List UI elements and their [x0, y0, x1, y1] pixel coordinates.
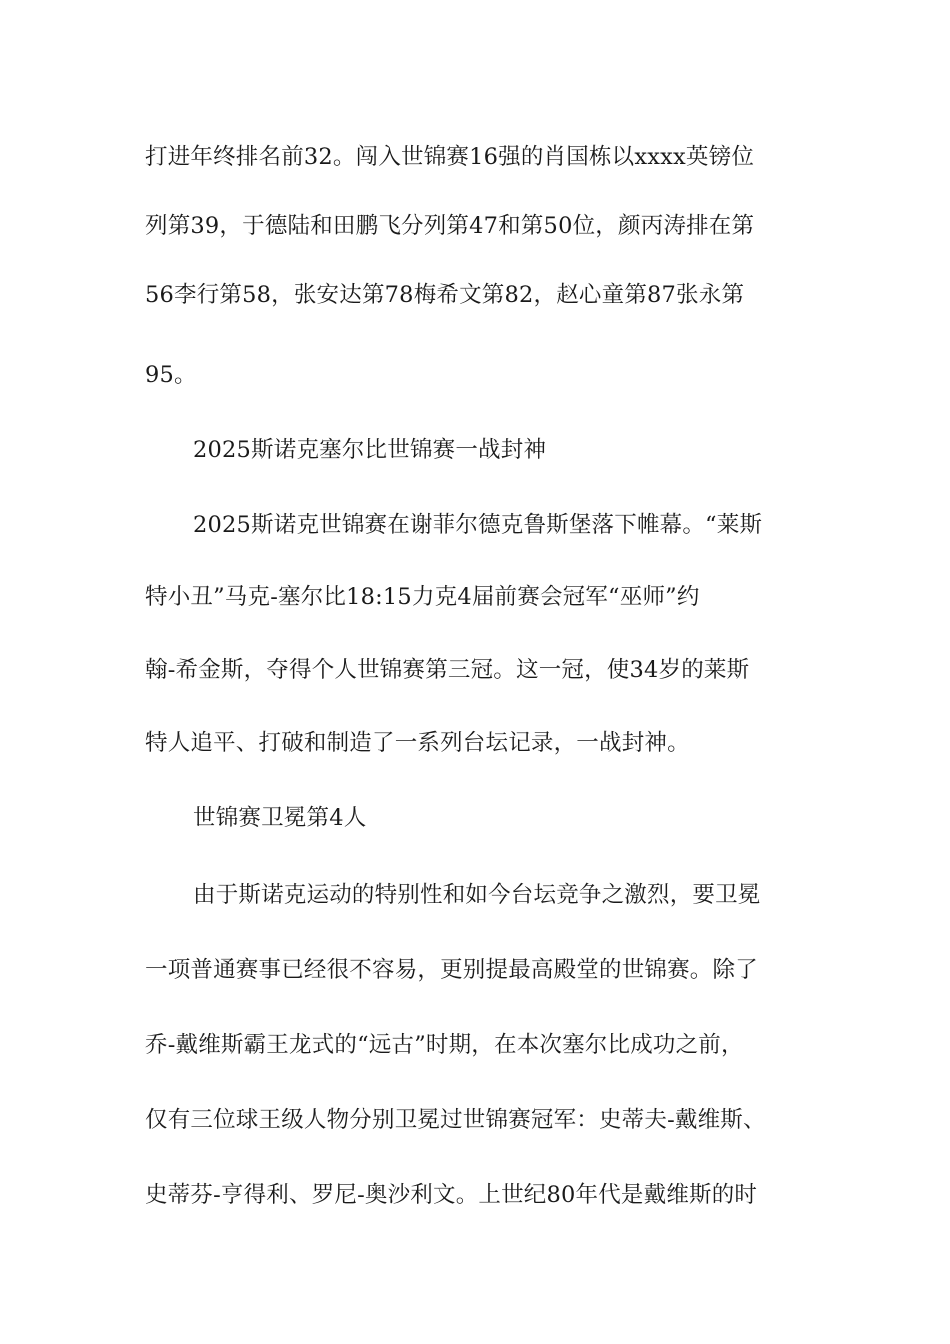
text-line: 乔-戴维斯霸王龙式的“远古”时期，在本次塞尔比成功之前，: [145, 1032, 744, 1058]
text-line: 打进年终排名前32。闯入世锦赛16强的肖国栋以xxxx英镑位: [145, 144, 755, 170]
text-line: 特小丑”马克-塞尔比18:15力克4届前赛会冠军“巫师”约: [145, 584, 700, 610]
section-heading: 2025斯诺克塞尔比世锦赛一战封神: [193, 437, 547, 463]
text-line: 2025斯诺克世锦赛在谢菲尔德克鲁斯堡落下帷幕。“莱斯: [193, 512, 763, 538]
text-line: 翰-希金斯，夺得个人世锦赛第三冠。这一冠，使34岁的莱斯: [145, 657, 750, 683]
text-line: 列第39，于德陆和田鹏飞分列第47和第50位，颜丙涛排在第: [145, 213, 755, 239]
text-line: 仅有三位球王级人物分别卫冕过世锦赛冠军：史蒂夫-戴维斯、: [145, 1107, 766, 1133]
text-line: 由于斯诺克运动的特别性和如今台坛竞争之激烈，要卫冕: [193, 882, 761, 908]
section-heading: 世锦赛卫冕第4人: [193, 805, 367, 831]
text-line: 特人追平、打破和制造了一系列台坛记录，一战封神。: [145, 730, 690, 756]
text-line: 95。: [145, 362, 197, 388]
text-line: 史蒂芬-亨得利、罗尼-奥沙利文。上世纪80年代是戴维斯的时: [145, 1182, 758, 1208]
text-line: 一项普通赛事已经很不容易，更别提最高殿堂的世锦赛。除了: [145, 957, 758, 983]
text-line: 56李行第58，张安达第78梅希文第82，赵心童第87张永第: [145, 282, 745, 308]
